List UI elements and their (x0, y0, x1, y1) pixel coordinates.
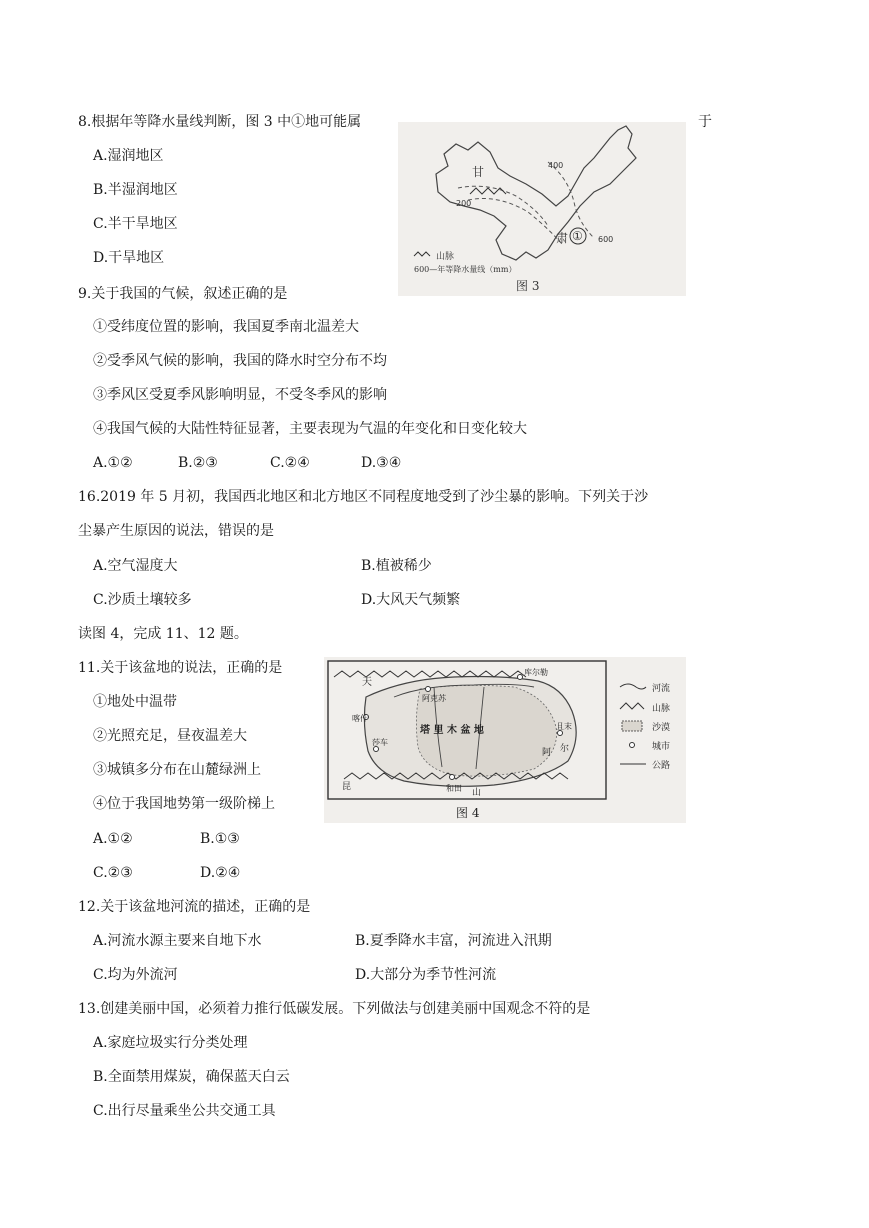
fig4-label-ershan: 山 (472, 788, 482, 798)
q16-option-c: C.沙质土壤较多 (93, 592, 192, 608)
fig4-label-kashi: 喀什 (352, 714, 368, 723)
q9-item-4: ④我国气候的大陆性特征显著，主要表现为气温的年变化和日变化较大 (93, 421, 527, 437)
fig3-label-gan: 甘 (472, 165, 485, 179)
read-fig4-instruction: 读图 4，完成 11、12 题。 (78, 626, 248, 642)
q11-option-c: C.②③ (93, 865, 133, 881)
q13-option-a: A.家庭垃圾实行分类处理 (93, 1035, 248, 1051)
fig3-caption: 图 3 (516, 279, 540, 293)
q9-option-c: C.②④ (270, 455, 310, 471)
fig4-caption: 图 4 (456, 806, 480, 820)
q9-item-2: ②受季风气候的影响，我国的降水时空分布不均 (93, 353, 387, 369)
q9-option-a: A.①② (93, 455, 133, 471)
fig4-legend-river: 河流 (652, 684, 671, 694)
fig3-label-su: 肃 (556, 231, 569, 245)
fig4-legend-road: 公路 (652, 761, 671, 771)
q16-option-a: A.空气湿度大 (93, 558, 178, 574)
q8-stem: 8.根据年等降水量线判断，图 3 中①地可能属 (78, 114, 362, 130)
q11-item-3: ③城镇多分布在山麓绿洲上 (93, 762, 261, 778)
fig4-label-qiemo: 且末 (556, 722, 572, 731)
fig3-legend-mountain: 山脉 (436, 252, 455, 262)
fig4-label-a: 阿 (542, 748, 552, 758)
q9-stem: 9.关于我国的气候，叙述正确的是 (78, 286, 288, 302)
q8-option-b: B.半湿润地区 (93, 182, 178, 198)
fig4-label-tian: 天 (362, 677, 372, 688)
q9-item-3: ③季风区受夏季风影响明显，不受冬季风的影响 (93, 387, 387, 403)
fig4-legend-mountain: 山脉 (652, 704, 671, 714)
fig3-legend-isohyet: 600—年等降水量线（mm） (414, 265, 517, 274)
q16-option-d: D.大风天气频繁 (361, 592, 461, 608)
fig4-label-akesu: 阿克苏 (422, 694, 446, 703)
fig4-label-shache: 莎车 (372, 738, 388, 747)
q11-option-d: D.②④ (200, 865, 241, 881)
q8-option-d: D.干旱地区 (93, 250, 165, 266)
q11-stem: 11.关于该盆地的说法，正确的是 (78, 660, 283, 676)
q8-stem-tail: 于 (698, 114, 712, 130)
q12-option-a: A.河流水源主要来自地下水 (93, 933, 262, 949)
fig4-label-kuerle: 库尔勒 (524, 668, 548, 677)
fig3-iso-200: 200 (456, 199, 472, 208)
fig3-iso-400: 400 (548, 161, 564, 170)
fig4-legend-desert: 沙漠 (652, 723, 671, 733)
q13-option-b: B.全面禁用煤炭，确保蓝天白云 (93, 1069, 290, 1085)
q11-option-a: A.①② (93, 831, 133, 847)
q16-stem-line2: 尘暴产生原因的说法，错误的是 (78, 523, 274, 539)
fig4-legend-city: 城市 (652, 742, 671, 752)
q12-option-c: C.均为外流河 (93, 967, 178, 983)
q11-item-2: ②光照充足，昼夜温差大 (93, 728, 247, 744)
fig4-label-kun: 昆 (342, 782, 352, 792)
fig3-iso-600: 600 (598, 235, 614, 244)
q16-stem-line1: 16.2019 年 5 月初，我国西北地区和北方地区不同程度地受到了沙尘暴的影响。下列关于沙 (78, 489, 649, 505)
q9-option-b: B.②③ (178, 455, 218, 471)
q11-item-4: ④位于我国地势第一级阶梯上 (93, 796, 275, 812)
q12-option-d: D.大部分为季节性河流 (355, 967, 497, 983)
q13-option-c: C.出行尽量乘坐公共交通工具 (93, 1103, 276, 1119)
figure-3-map (398, 122, 686, 296)
fig4-label-er: 尔 (560, 744, 570, 754)
fig3-label-circle1: ① (572, 229, 583, 243)
figure-4-map (324, 657, 686, 823)
q8-option-c: C.半干旱地区 (93, 216, 178, 232)
q12-option-b: B.夏季降水丰富，河流进入汛期 (355, 933, 552, 949)
q13-stem: 13.创建美丽中国，必须着力推行低碳发展。下列做法与创建美丽中国观念不符的是 (78, 1001, 591, 1017)
q11-option-b: B.①③ (200, 831, 240, 847)
q16-option-b: B.植被稀少 (361, 558, 432, 574)
q12-stem: 12.关于该盆地河流的描述，正确的是 (78, 899, 311, 915)
fig4-basin-label: 塔 里 木 盆 地 (420, 725, 484, 736)
q8-option-a: A.湿润地区 (93, 148, 164, 164)
q9-option-d: D.③④ (361, 455, 402, 471)
q11-item-1: ①地处中温带 (93, 694, 177, 710)
fig4-label-hetian: 和田 (446, 784, 462, 793)
q9-item-1: ①受纬度位置的影响，我国夏季南北温差大 (93, 319, 359, 335)
